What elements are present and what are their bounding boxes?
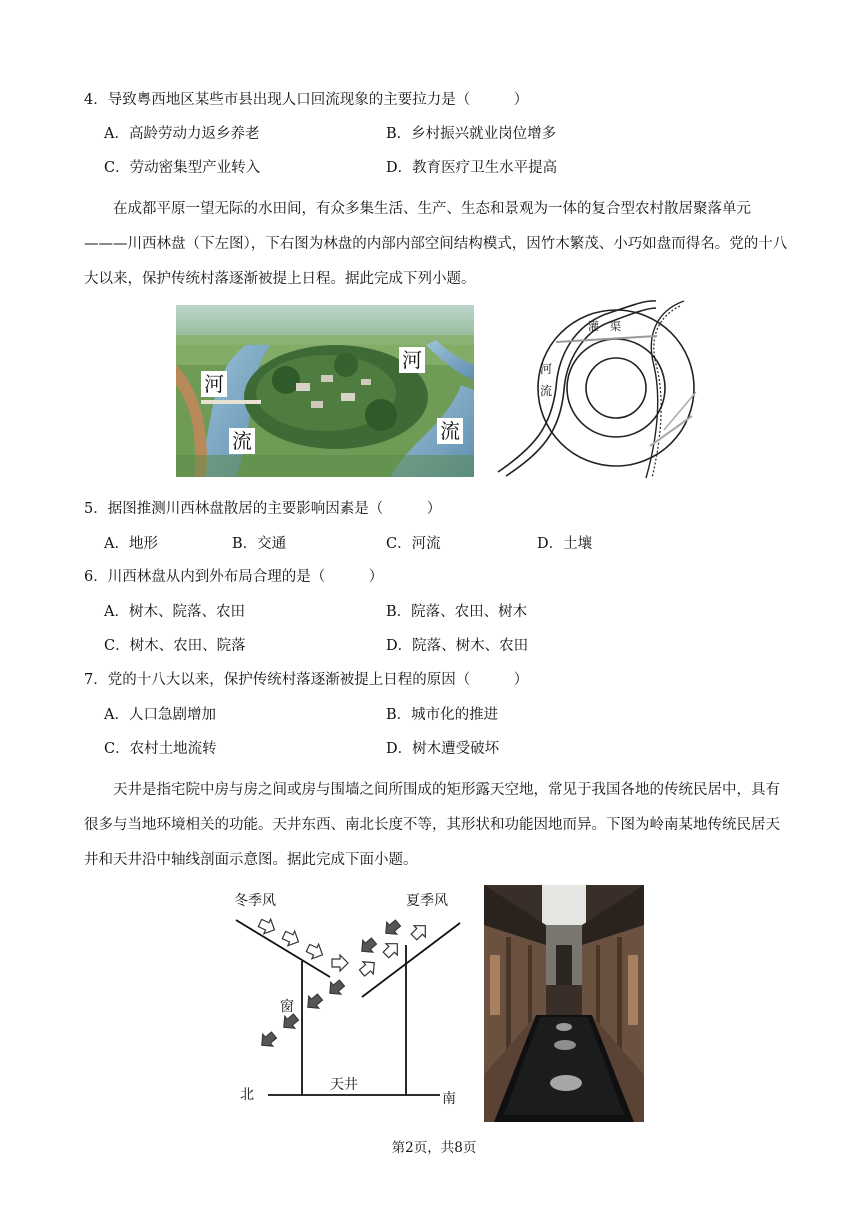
q7-option-b: B．城市化的推进: [386, 707, 499, 723]
passage-tianjing: 天井是指宅院中房与房之间或房与围墙之间所围成的矩形露天空地，常见于我国各地的传统民居中，具有很多与当地环境相关的功能。天井东西、南北长度不等，其形状和功能因地而异。下图为岭南某地传统民居天井和天井沿中轴线剖面示意图。据此完成下面小题。: [84, 782, 780, 868]
q7-option-d: D．树木遭受破坏: [386, 741, 500, 757]
q6-option-d: D．院落、树木、农田: [386, 638, 529, 654]
linpan-structure-diagram: [496, 296, 702, 480]
diagram-label-river: 河: [540, 362, 553, 376]
label-summer-wind: 夏季风: [406, 893, 448, 909]
q5-option-b: B．交通: [232, 536, 287, 552]
diagram-label-canal: 灌 渠: [588, 320, 621, 333]
q4-option-b: B．乡村振兴就业岗位增多: [386, 126, 557, 142]
label-winter-wind: 冬季风: [234, 893, 276, 909]
label-courtyard: 天井: [330, 1077, 358, 1093]
q4-stem: 4．导致粤西地区某些市县出现人口回流现象的主要拉力是（ ）: [84, 92, 529, 108]
label-north: 北: [240, 1087, 254, 1103]
label-window: 窗: [280, 999, 294, 1015]
page-footer: 第2页，共8页: [391, 1140, 477, 1156]
photo-label-river-1: 河: [201, 371, 227, 397]
diagram-label-flow: 流: [540, 384, 553, 398]
photo-label-flow-1: 流: [229, 428, 255, 454]
q6-stem: 6．川西林盘从内到外布局合理的是（ ）: [84, 569, 384, 585]
q6-option-b: B．院落、农田、树木: [386, 604, 528, 620]
middle-ring: [567, 339, 665, 437]
q6-option-a: A．树木、院落、农田: [104, 604, 245, 620]
q5-option-c: C．河流: [386, 536, 441, 552]
tianjing-courtyard-photo: [484, 885, 644, 1122]
photo-label-flow-2: 流: [437, 418, 463, 444]
q5-option-d: D．土壤: [537, 536, 593, 552]
q7-stem: 7．党的十八大以来，保护传统村落逐渐被提上日程的原因（ ）: [84, 672, 529, 688]
photo-label-river-2: 河: [399, 347, 425, 373]
passage-linpan: 在成都平原一望无际的水田间，有众多集生活、生产、生态和景观为一体的复合型农村散居聚落单元———川西林盘（下左图），下右图为林盘的内部内部空间结构模式，因竹木繁茂、小巧如盘而得名。党的十八大以来，保护传统村落逐渐被提上日程。据此完成下列小题。: [84, 201, 788, 287]
q6-option-c: C．树木、农田、院落: [104, 638, 246, 654]
q5-stem: 5．据图推测川西林盘散居的主要影响因素是（ ）: [84, 501, 442, 517]
q4-option-a: A．高龄劳动力返乡养老: [104, 126, 260, 142]
q4-option-c: C．劳动密集型产业转入: [104, 160, 261, 176]
q4-option-d: D．教育医疗卫生水平提高: [386, 160, 558, 176]
q7-option-c: C．农村土地流转: [104, 741, 217, 757]
q5-option-a: A．地形: [104, 536, 158, 552]
q7-option-a: A．人口急剧增加: [104, 707, 216, 723]
label-south: 南: [442, 1091, 456, 1107]
tianjing-section-diagram: [228, 885, 468, 1110]
linpan-aerial-photo: [176, 305, 474, 477]
inner-ring: [586, 358, 646, 418]
